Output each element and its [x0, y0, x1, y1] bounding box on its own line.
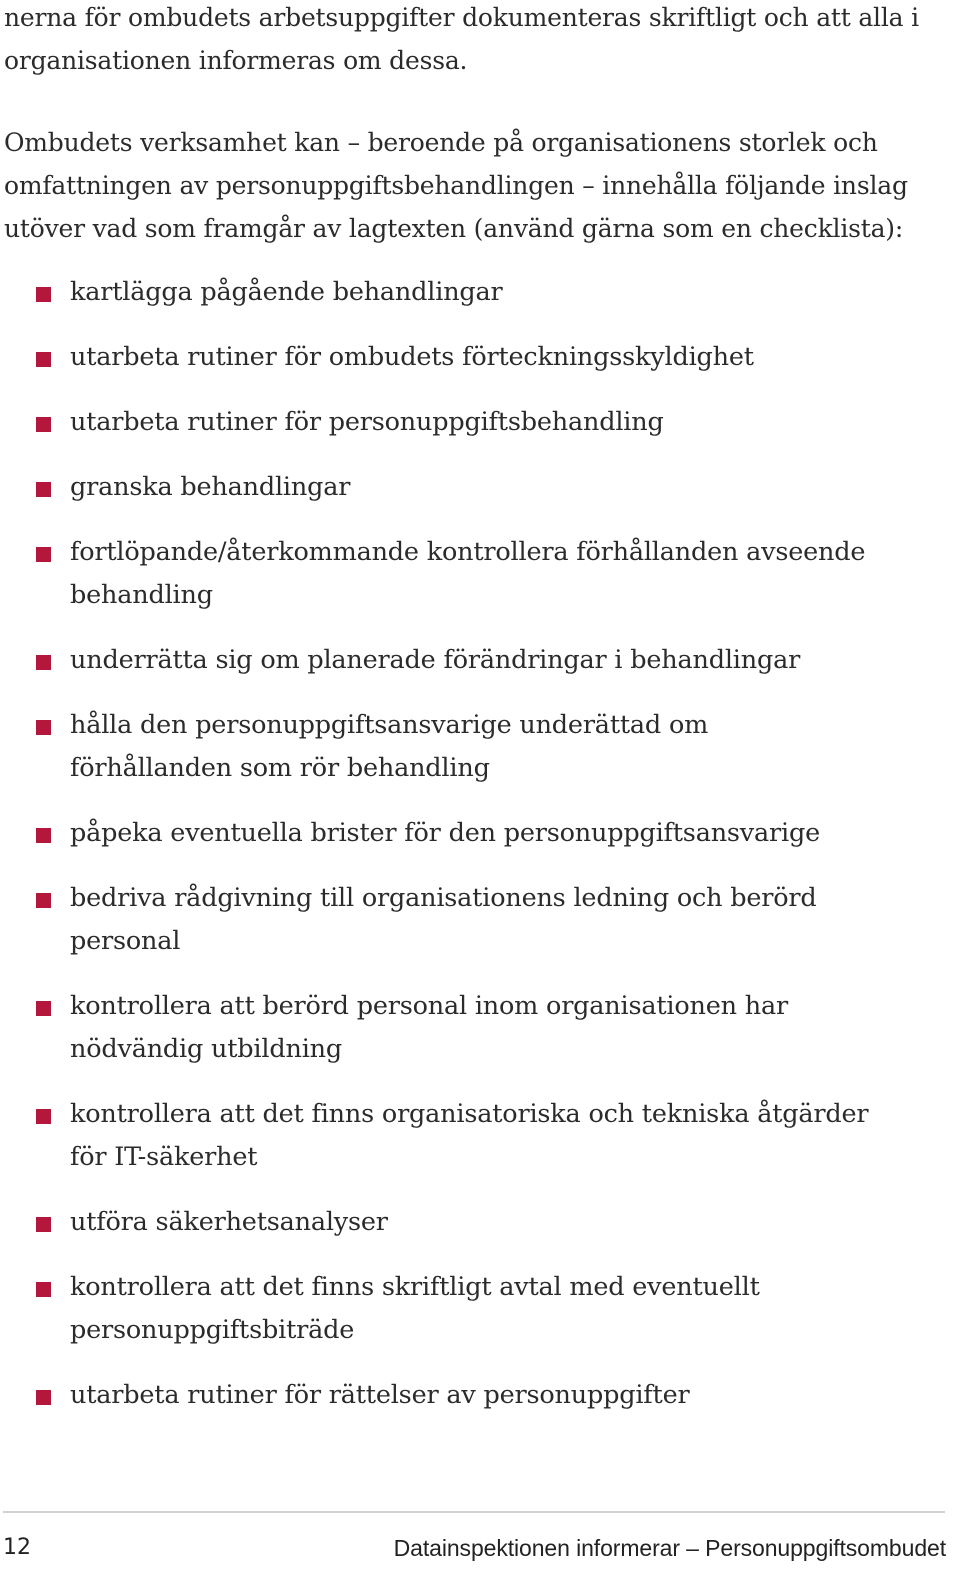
bullet-square-icon [36, 1001, 51, 1016]
bullet-square-icon [36, 1217, 51, 1232]
checklist-item: kontrollera att det finns organisatoriska och tekniska åtgärder för IT-säkerhet [70, 1099, 869, 1172]
running-title: Datainspektionen informerar – Personuppgiftsombudet [393, 1535, 946, 1561]
bullet-square-icon [36, 828, 51, 843]
bullet-square-icon [36, 417, 51, 432]
checklist-item: fortlöpande/återkommande kontrollera förhållanden avseende behandling [70, 537, 866, 610]
bullet-square-icon [36, 287, 51, 302]
bullet-square-icon [36, 1390, 51, 1405]
bullet-square-icon [36, 547, 51, 562]
bullet-square-icon [36, 352, 51, 367]
page-number: 12 [3, 1535, 31, 1560]
bullet-square-icon [36, 1282, 51, 1297]
bullet-square-icon [36, 720, 51, 735]
checklist-item: bedriva rådgivning till organisationens ledning och berörd personal [70, 883, 817, 956]
checklist-item: utarbeta rutiner för rättelser av personuppgifter [70, 1380, 690, 1410]
checklist-item: hålla den personuppgiftsansvarige underättad om förhållanden som rör behandling [70, 710, 709, 783]
bullet-square-icon [36, 893, 51, 908]
checklist-item: kartlägga pågående behandlingar [70, 277, 503, 307]
checklist-item: utföra säkerhetsanalyser [70, 1207, 388, 1237]
bullet-square-icon [36, 1109, 51, 1124]
checklist-item: påpeka eventuella brister för den personuppgiftsansvarige [70, 818, 820, 848]
checklist-item: underrätta sig om planerade förändringar i behandlingar [70, 645, 801, 675]
checklist-item: granska behandlingar [70, 472, 351, 502]
intro-paragraph: Ombudets verksamhet kan – beroende på organisationens storlek och omfattningen av personuppgiftsbehandlingen – innehålla följande inslag utöver vad som framgår av lagtexten (använd gärna som en checklista): [4, 128, 908, 243]
checklist-item: kontrollera att berörd personal inom organisationen har nödvändig utbildning [70, 991, 788, 1064]
checklist-item: utarbeta rutiner för ombudets förteckningsskyldighet [70, 342, 754, 372]
footer-divider [3, 1511, 945, 1513]
intro-paragraph-continued: nerna för ombudets arbetsuppgifter dokumenteras skriftligt och att alla i organisationen informeras om dessa. [4, 3, 919, 75]
bullet-square-icon [36, 482, 51, 497]
bullet-square-icon [36, 655, 51, 670]
checklist-item: utarbeta rutiner för personuppgiftsbehandling [70, 407, 664, 437]
checklist-item: kontrollera att det finns skriftligt avtal med eventuellt personuppgiftsbiträde [70, 1272, 760, 1345]
